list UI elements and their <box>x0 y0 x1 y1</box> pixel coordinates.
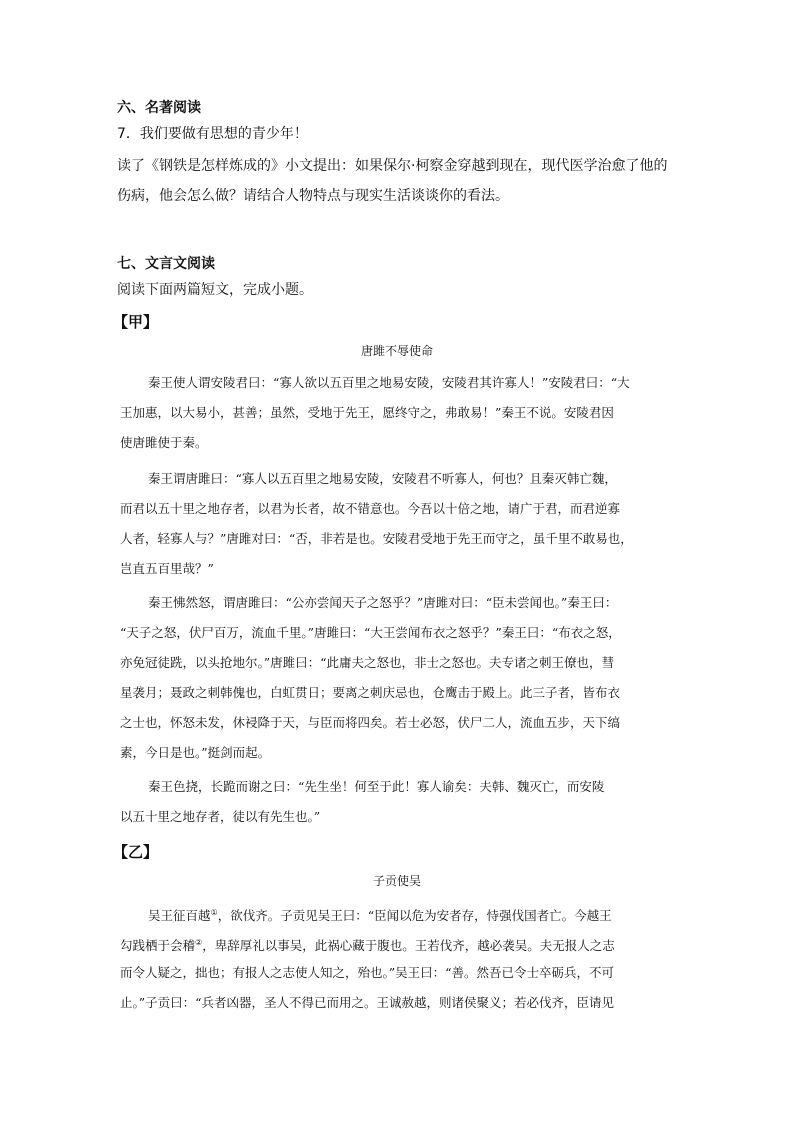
jia-line: 素，今日是也。”挺剑而起。 <box>120 745 271 760</box>
section-7-instruction: 阅读下面两篇短文，完成小题。 <box>117 282 313 298</box>
yi-line-text: ，欲伐齐。子贡见吴王曰：“臣闻以危为安者存，恃强伐国者亡。今越王 <box>217 908 612 924</box>
jia-line: “天子之怒，伏尸百万，流血千里。”唐雎曰：“大王尝闻布衣之怒乎？”秦王曰：“布衣之怒， <box>120 625 621 640</box>
jia-line: 秦王色挠，长跪而谢之曰：“先生坐！何至于此！寡人谕矣：夫韩、魏灭亡，而安陵 <box>148 779 605 794</box>
yi-line <box>120 934 680 955</box>
jia-line: 秦王使人谓安陵君曰：“寡人欲以五百里之地易安陵，安陵君其许寡人！”安陵君曰：“大 <box>148 375 630 390</box>
passage-yi-tag: 【乙】 <box>113 843 159 861</box>
jia-line: 星袭月；聂政之刺韩傀也，白虹贯日；要离之刺庆忌也，仓鹰击于殿上。此三子者，皆布衣 <box>120 685 621 700</box>
passage-jia-tag: 【甲】 <box>113 313 159 331</box>
jia-line: 秦王谓唐雎曰：“寡人以五百里之地易安陵，安陵君不听寡人，何也？且秦灭韩亡魏， <box>148 471 617 486</box>
jia-line: 岂直五百里哉？” <box>120 561 214 576</box>
question-7-text-line-1: 读了《钢铁是怎样炼成的》小文提出：如果保尔·柯察金穿越到现在，现代医学治愈了他的 <box>117 158 668 174</box>
jia-line: 使唐雎使于秦。 <box>120 435 208 450</box>
yi-line: 止。”子贡曰：“兵者凶器，圣人不得已而用之。王诚赦越，则诸侯聚义；若必伐齐，臣请见 <box>120 995 615 1010</box>
question-7-text-line-2: 伤病，他会怎么做？请结合人物特点与现实生活谈谈你的看法。 <box>117 188 509 204</box>
jia-line: 秦王怫然怒，谓唐雎曰：“公亦尝闻天子之怒乎？”唐雎对曰：“臣未尝闻也。”秦王曰： <box>148 595 618 610</box>
jia-line: 以五十里之地存者，徒以有先生也。” <box>120 809 321 824</box>
footnote-marker: ② <box>195 938 203 947</box>
yi-line: 而令人疑之，拙也；有报人之志使人知之，殆也。”吴王曰：“善。然吾已令士卒砺兵，不可 <box>120 965 615 980</box>
yi-line <box>120 904 708 925</box>
passage-yi-title: 子贡使吴 <box>372 874 421 888</box>
section-7-heading: 七、文言文阅读 <box>117 256 215 272</box>
jia-line: 而君以五十里之地存者，以君为长者，故不错意也。今吾以十倍之地，请广于君，而君逆寡 <box>120 501 621 516</box>
section-6-heading: 六、名著阅读 <box>117 100 201 116</box>
yi-line-text: 勾践栖于会稽 <box>120 938 196 954</box>
jia-line: 之士也，怀怒未发，休祲降于天，与臣而将四矣。若士必怒，伏尸二人，流血五步，天下缟 <box>120 715 621 730</box>
yi-line-text: 吴王征百越 <box>148 908 211 924</box>
passage-jia-title: 唐雎不辱使命 <box>360 344 433 358</box>
jia-line: 王加惠，以大易小，甚善；虽然，受地于先王，愿终守之，弗敢易！”秦王不说。安陵君因 <box>120 405 614 420</box>
question-7-title: 7．我们要做有思想的青少年！ <box>117 126 308 142</box>
footnote-marker: ① <box>210 908 218 917</box>
jia-line: 人者，轻寡人与？”唐雎对曰：“否，非若是也。安陵君受地于先王而守之，虽千里不敢易也， <box>120 531 633 546</box>
jia-line: 亦免冠徒跣，以头抢地尔。”唐雎曰：“此庸夫之怒也，非士之怒也。夫专诸之刺王僚也，彗 <box>120 655 615 670</box>
yi-line-text: ，卑辞厚礼以事吴，此祸心藏于腹也。王若伐齐，越必袭吴。夫无报人之志 <box>202 938 615 954</box>
